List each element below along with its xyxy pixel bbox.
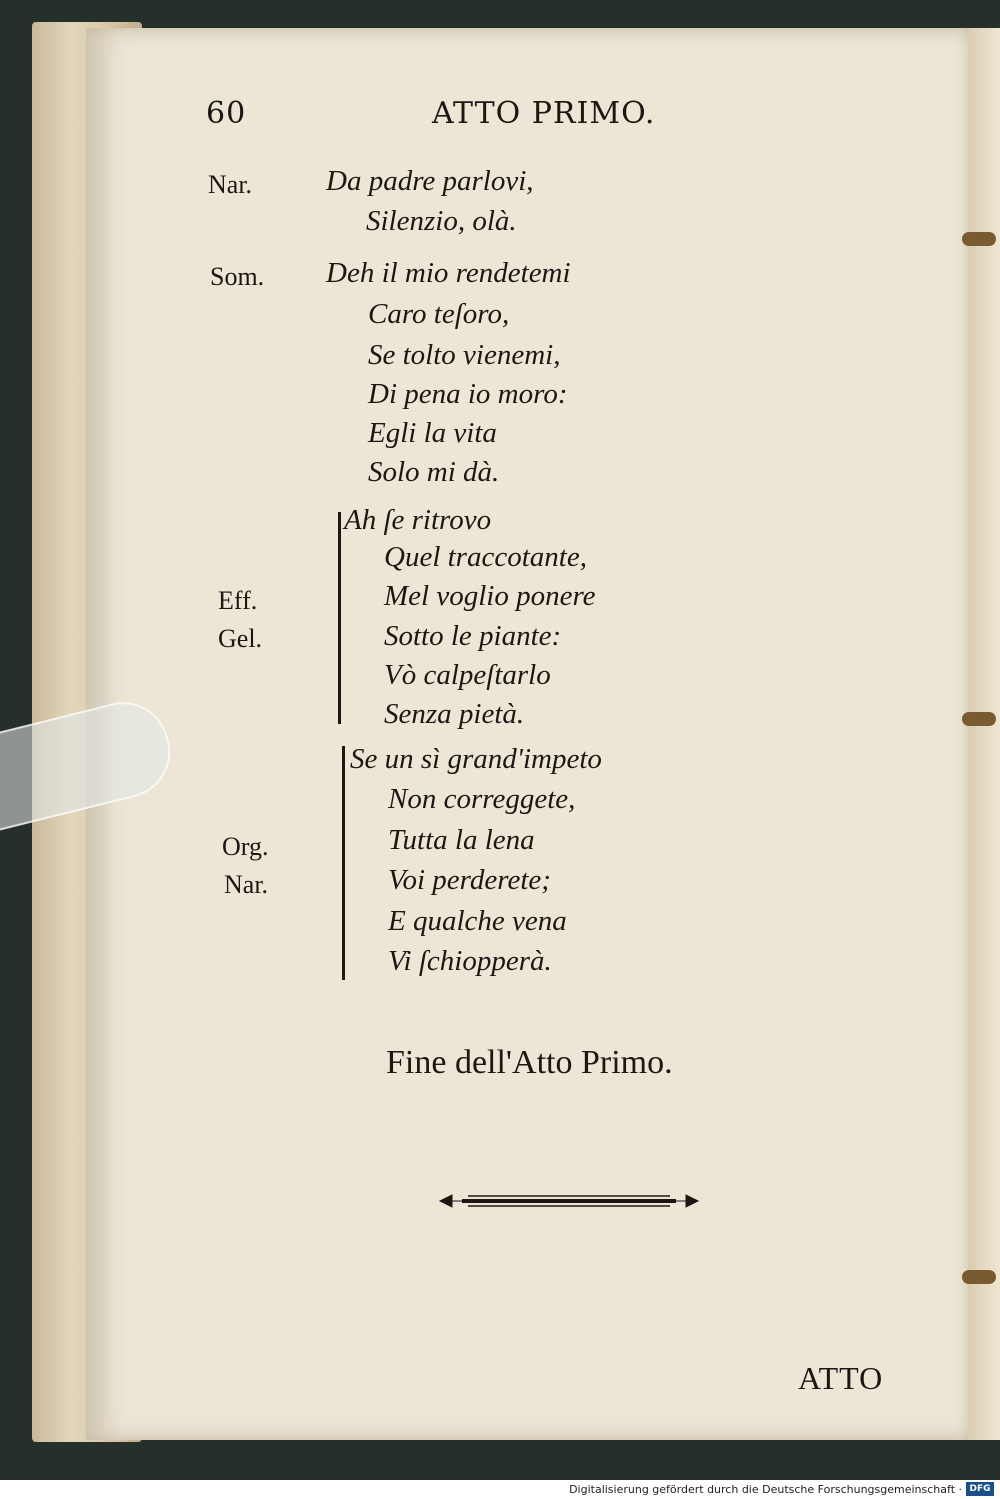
binding-thread <box>962 1270 996 1284</box>
verse-line: Tutta la lena <box>388 824 535 856</box>
speaker-label: Som. <box>210 262 265 291</box>
speaker-label: Eff. <box>218 586 258 615</box>
verse-line: Se un sì grand'impeto <box>350 743 602 775</box>
book-page <box>86 28 970 1440</box>
verse-line: Se tolto vienemi, <box>368 339 561 371</box>
dfg-logo[interactable]: DFG <box>966 1482 994 1496</box>
verse-line: Vò calpeſtarlo <box>384 659 551 691</box>
verse-line: Quel traccotante, <box>384 541 587 573</box>
footer-credit: Digitalisierung gefördert durch die Deutsche Forschungsgemeinschaft · <box>569 1483 962 1496</box>
verse-line: Silenzio, olà. <box>366 205 517 237</box>
page-number: 60 <box>206 96 247 131</box>
verse-line: Non correggete, <box>388 783 576 815</box>
speaker-label: Nar. <box>208 170 253 199</box>
verse-line: Da padre parlovi, <box>326 165 534 197</box>
verse-line: Egli la vita <box>368 417 497 449</box>
speaker-label: Gel. <box>218 624 263 653</box>
speaker-label: Org. <box>222 832 269 861</box>
digitization-footer <box>0 1480 1000 1499</box>
verse-line: Di pena io moro: <box>368 378 568 410</box>
binding-thread <box>962 232 996 246</box>
catchword: ATTO <box>798 1360 884 1396</box>
verse-line: Mel voglio ponere <box>384 580 596 612</box>
verse-line: Ah ſe ritrovo <box>344 504 492 536</box>
brace <box>338 512 341 724</box>
verse-line: E qualche vena <box>388 905 567 937</box>
verse-line: Sotto le piante: <box>384 620 562 652</box>
verse-line: Senza pietà. <box>384 698 525 730</box>
running-title: ATTO PRIMO. <box>432 96 656 131</box>
verse-line: Vi ſchiopperà. <box>388 945 552 977</box>
act-ending: Fine dell'Atto Primo. <box>386 1044 673 1081</box>
verse-line: Solo mi dà. <box>368 456 500 488</box>
binding-thread <box>962 712 996 726</box>
ornament-rule-icon <box>438 1190 700 1212</box>
verse-line: Voi perderete; <box>388 864 551 896</box>
verse-line: Caro teſoro, <box>368 298 510 330</box>
verse-line: Deh il mio rendetemi <box>326 257 571 289</box>
brace <box>342 746 345 980</box>
speaker-label: Nar. <box>224 870 269 899</box>
